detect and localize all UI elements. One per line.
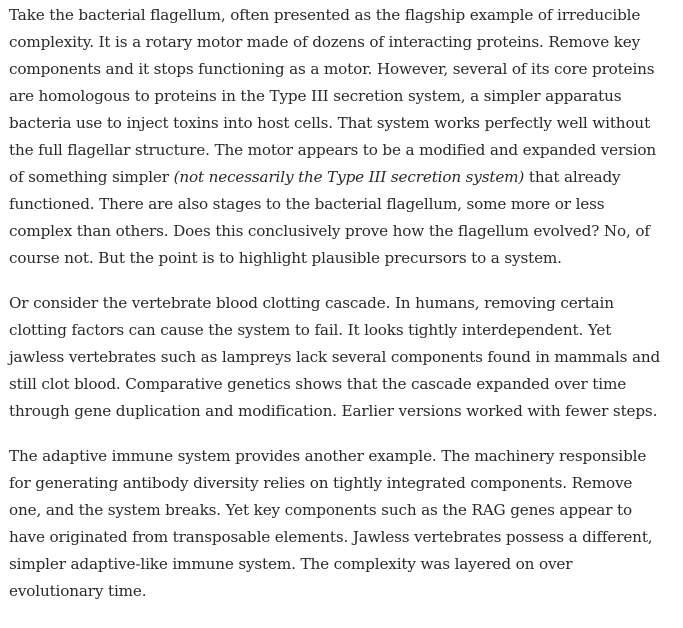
paragraph-blood-clotting: Or consider the vertebrate blood clotting cascade. In humans, removing certain clotting factors can cause the system to fail. It looks tightly interdependent. Yet jawless vertebrates such as lampreys lack several components found in mammals and still clot blood. Comparative genetics shows that the cascade expanded over time through gene duplication and modification. Earlier versions worked with fewer steps.	[9, 294, 661, 420]
paragraph-flagellum-italic-note: (not necessarily the Type III secretion system)	[173, 168, 525, 186]
paragraph-flagellum-text-start: Take the bacterial flagellum, often presented as the flagship example of irreducible complexity. It is a rotary motor made of dozens of interacting proteins. Remove key components and it stops functioning as a motor. However, several of its core proteins are homologous to proteins in the Type III secretion system, a simpler apparatus bacteria use to inject toxins into host cells. That system works perfectly well without the full flagellar structure. The motor appears to be a modified and expanded version of something simpler	[9, 6, 657, 186]
paragraph-adaptive-immune: The adaptive immune system provides another example. The machinery responsible for generating antibody diversity relies on tightly integrated components. Remove one, and the system breaks. Yet key components such as the RAG genes appear to have originated from transposable elements. Jawless vertebrates possess a different, simpler adaptive-like immune system. The complexity was layered on over evolutionary time.	[9, 447, 653, 600]
paragraph-flagellum	[9, 2, 661, 272]
paragraph-flagellum-text-end: that already functioned. There are also stages to the bacterial flagellum, some more or less complex than others. Does this conclusively prove how the flagellum evolved? No, of course not. But the point is to highlight plausible precursors to a system.	[9, 168, 650, 267]
